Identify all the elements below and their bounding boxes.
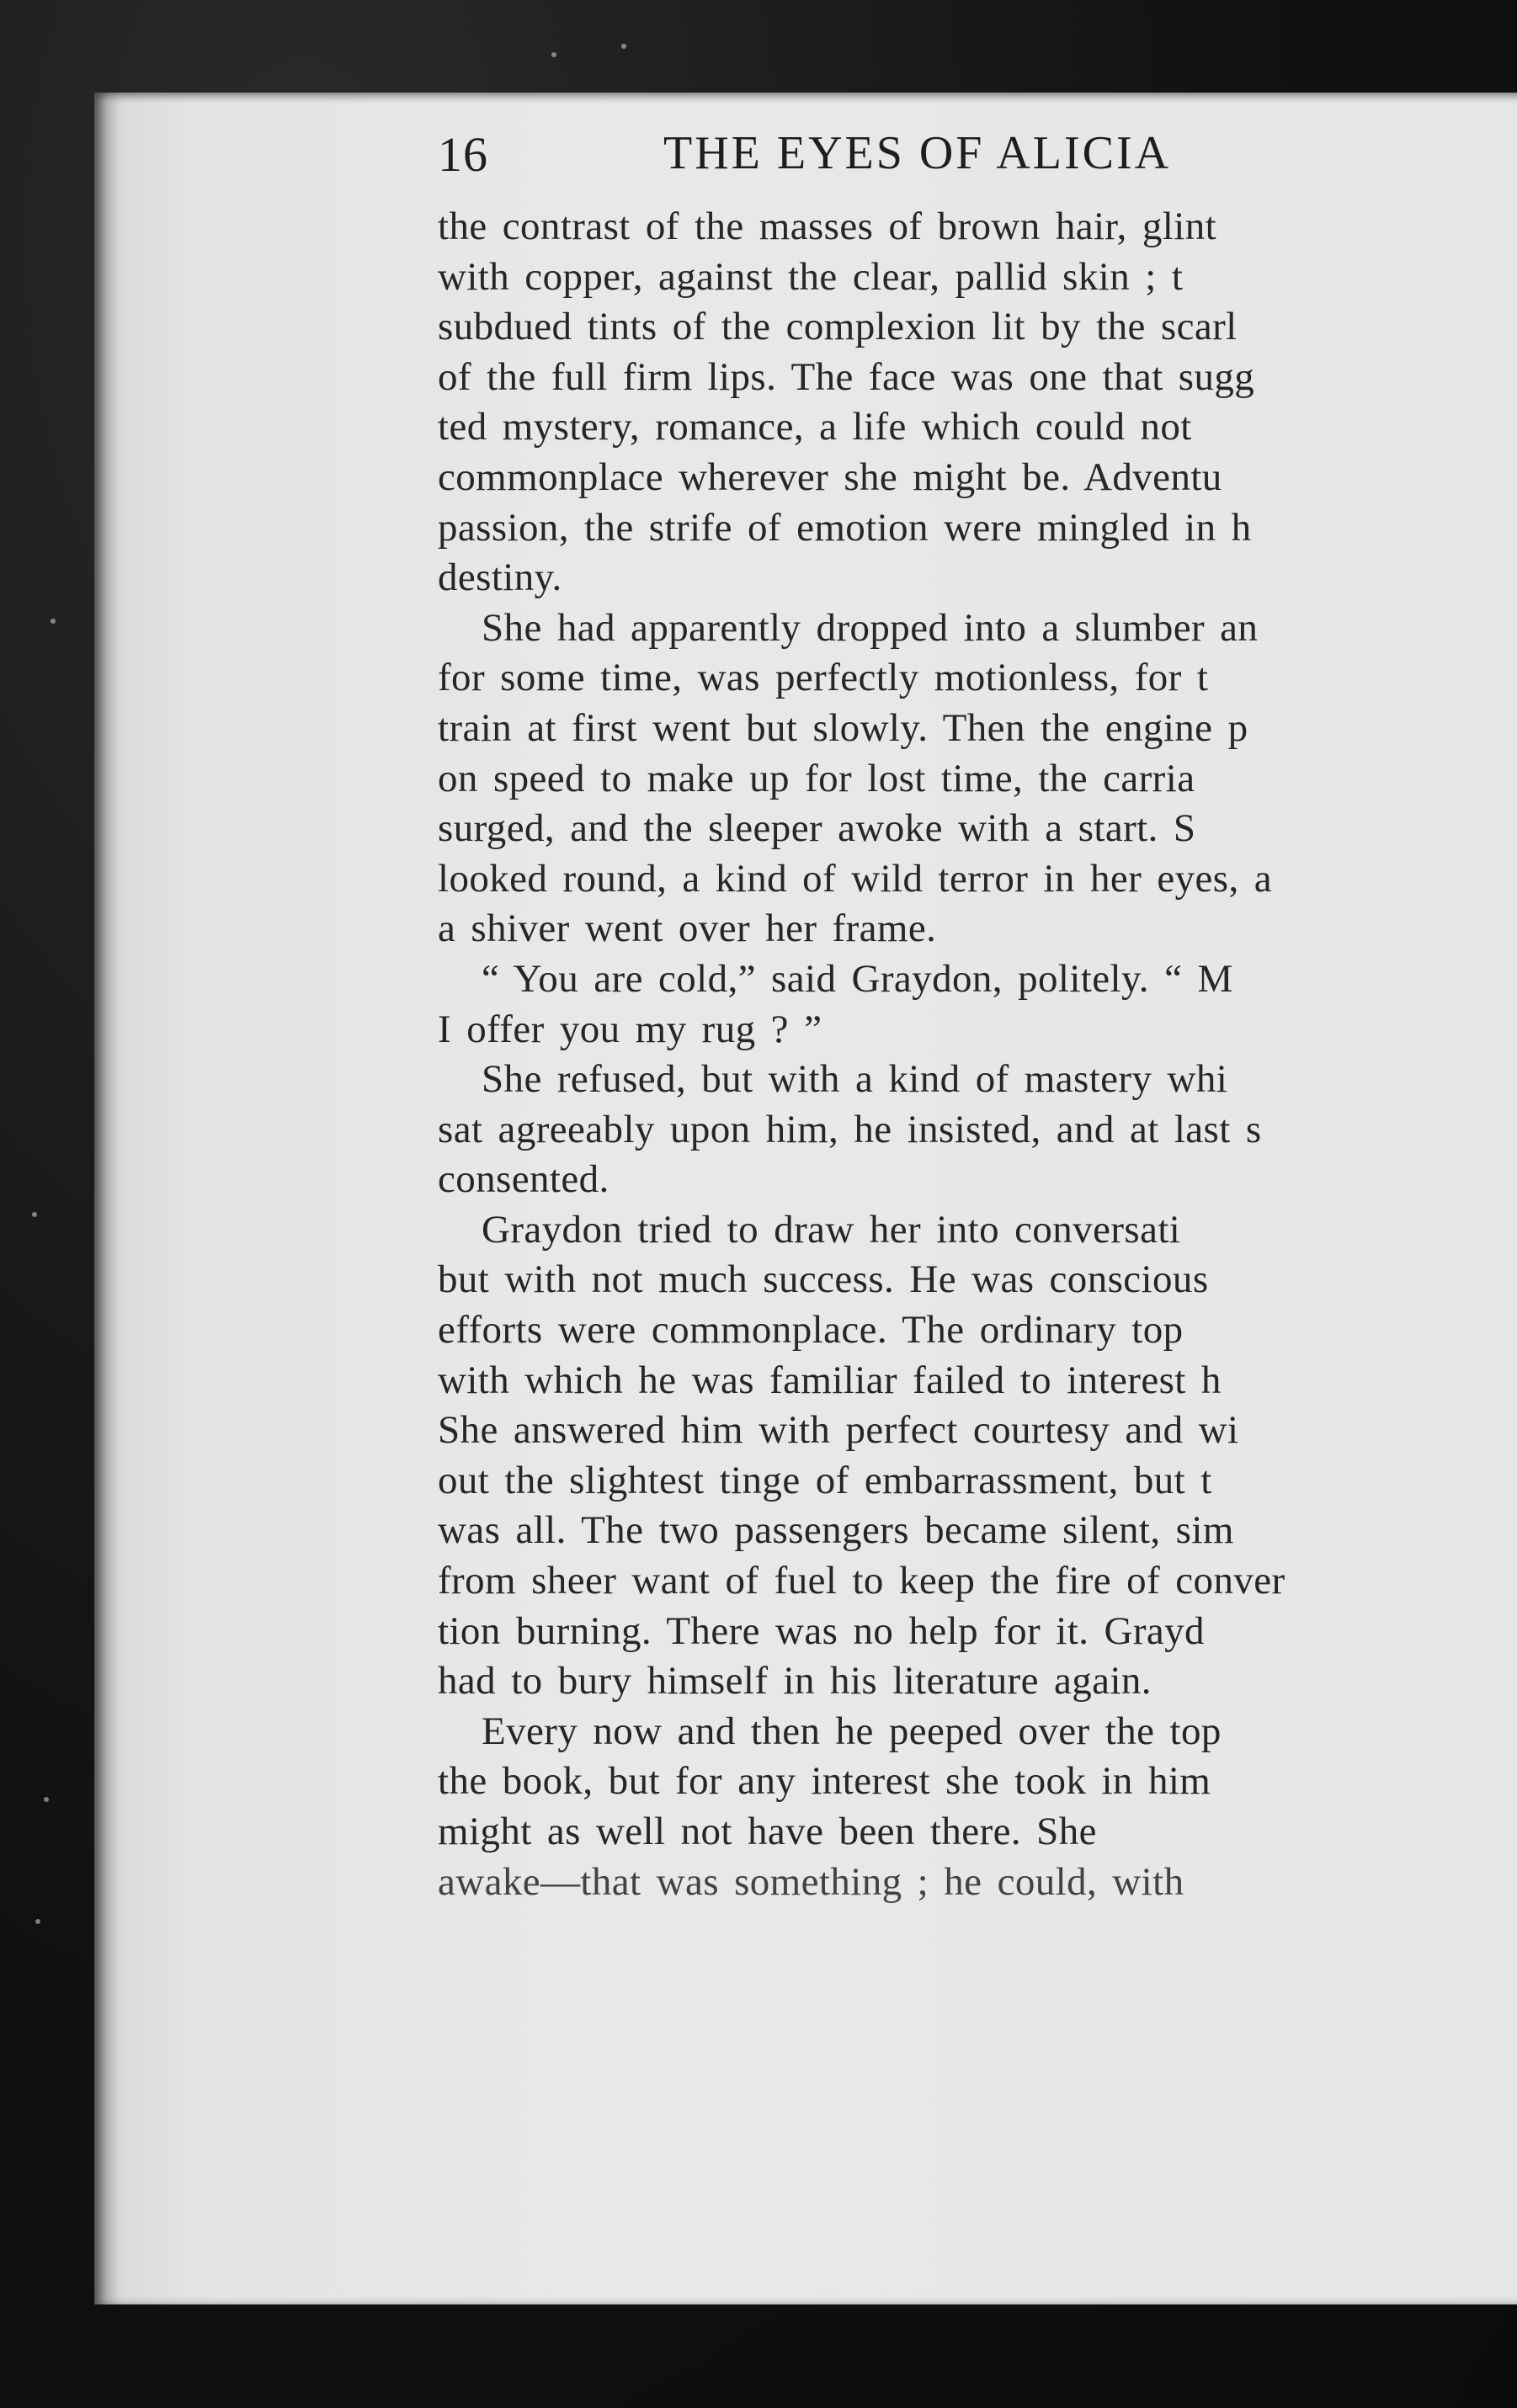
text-line: destiny. — [438, 555, 562, 600]
text-line: looked round, a kind of wild terror in her eyes, a — [438, 856, 1273, 901]
text-line: but with not much success. He was conscious — [438, 1257, 1209, 1302]
text-line: She refused, but with a kind of mastery whi — [482, 1057, 1228, 1102]
text-line: for some time, was perfectly motionless, for t — [438, 656, 1209, 700]
body-text — [438, 202, 1448, 1907]
text-line: might as well not have been there. She — [438, 1810, 1097, 1853]
text-line: efforts were commonplace. The ordinary top — [438, 1308, 1184, 1353]
page-gutter-shadow — [94, 93, 120, 2304]
text-line: ted mystery, romance, a life which could not — [438, 405, 1192, 449]
text-line: She answered him with perfect courtesy and wi — [438, 1408, 1239, 1453]
text-line: passion, the strife of emotion were mingled in h — [438, 505, 1252, 550]
text-line: the contrast of the masses of brown hair, glint — [438, 205, 1217, 248]
text-line: sat agreeably upon him, he insisted, and at last s — [438, 1107, 1262, 1151]
text-line: “ You are cold,” said Graydon, politely. “ M — [482, 956, 1233, 1001]
text-line: a shiver went over her frame. — [438, 906, 937, 951]
scan-speck — [621, 44, 626, 49]
text-line: commonplace wherever she might be. Adventu — [438, 454, 1222, 499]
text-line: I offer you my rug ? ” — [438, 1007, 822, 1051]
text-line: with which he was familiar failed to interest h — [438, 1358, 1222, 1402]
text-line: was all. The two passengers became silent, sim — [438, 1508, 1234, 1553]
text-line: consented. — [438, 1157, 609, 1202]
text-line: tion burning. There was no help for it. Grayd — [438, 1608, 1205, 1653]
text-line: train at first went but slowly. Then the engine p — [438, 705, 1248, 750]
text-line: of the full firm lips. The face was one that sugg — [438, 354, 1255, 399]
text-line: subdued tints of the complexion lit by the scarl — [438, 305, 1238, 349]
scan-speck — [35, 1919, 40, 1924]
text-line: out the slightest tinge of embarrassment, but t — [438, 1458, 1212, 1502]
text-line: from sheer want of fuel to keep the fire of conver — [438, 1559, 1285, 1603]
running-title: THE EYES OF ALICIA — [663, 127, 1172, 179]
scan-speck — [551, 52, 556, 57]
scan-speck — [44, 1797, 49, 1802]
text-line: awake—that was something ; he could, with — [438, 1859, 1184, 1904]
text-line: She had apparently dropped into a slumber an — [482, 605, 1259, 650]
page-header — [438, 126, 1448, 194]
text-line: the book, but for any interest she took in him — [438, 1759, 1211, 1804]
page-number: 16 — [438, 127, 488, 182]
text-line: surged, and the sleeper awoke with a start. S — [438, 806, 1196, 851]
scan-speck — [32, 1212, 37, 1217]
text-line: with copper, against the clear, pallid skin ; t — [438, 254, 1184, 299]
text-line: Graydon tried to draw her into conversati — [482, 1207, 1181, 1252]
scan-speck — [51, 619, 56, 624]
text-line: Every now and then he peeped over the top — [482, 1709, 1222, 1753]
text-line: had to bury himself in his literature again. — [438, 1659, 1152, 1704]
text-line: on speed to make up for lost time, the carria — [438, 756, 1195, 800]
